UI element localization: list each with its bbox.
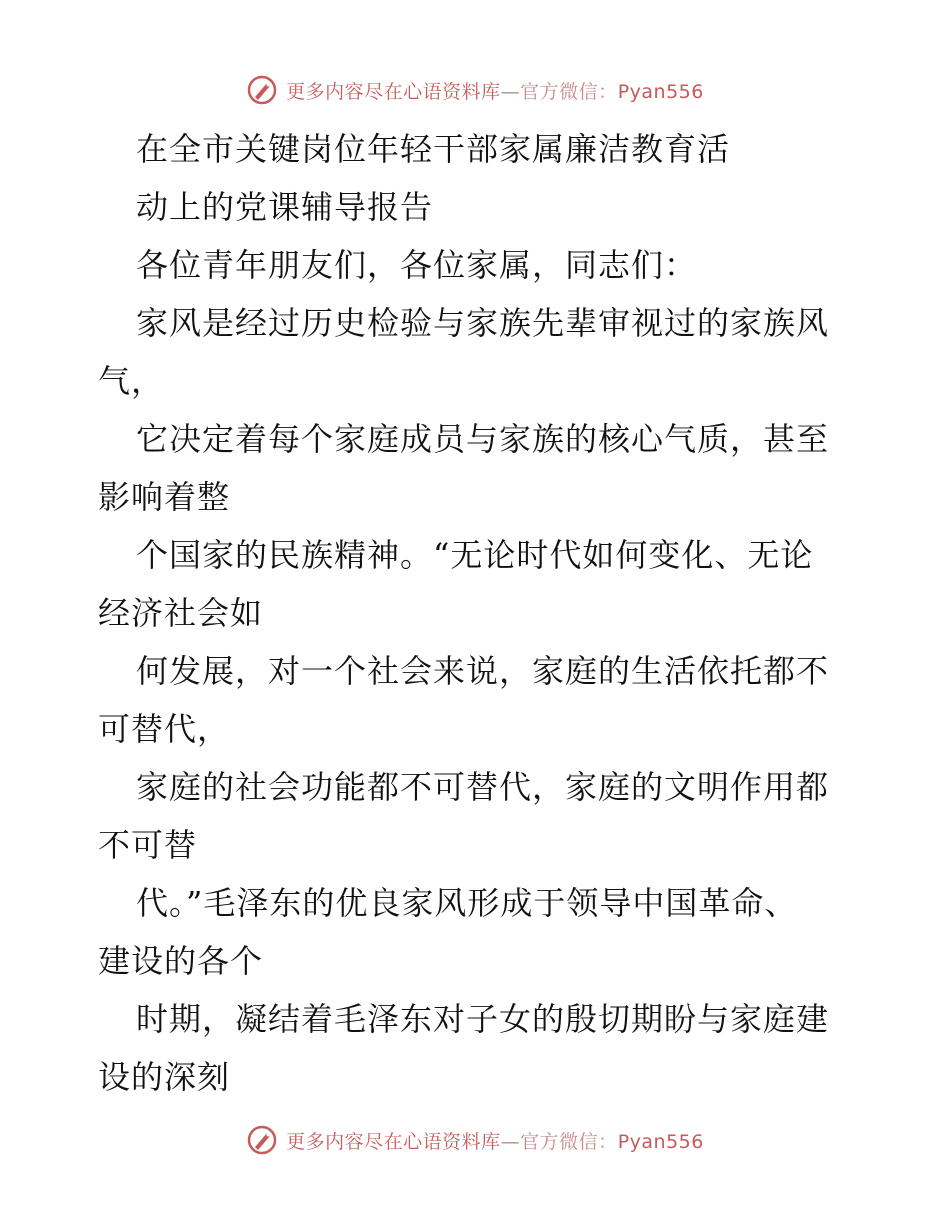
watermark-wechat-label: 官方微信： xyxy=(520,1130,618,1153)
text-line: 动上的党课辅导报告 xyxy=(136,188,434,226)
text-line: 经济社会如 xyxy=(98,594,264,632)
watermark-wechat-id: Pyan556 xyxy=(617,80,704,103)
text-line: 它决定着每个家庭成员与家族的核心气质，甚至 xyxy=(136,420,830,458)
watermark-main-text: 更多内容尽在心语资料库 xyxy=(286,80,501,103)
text-line: 不可替 xyxy=(98,826,198,864)
text-line: 在全市关键岗位年轻干部家属廉洁教育活 xyxy=(136,130,731,168)
watermark-dash: — xyxy=(500,80,521,103)
text-line: 气， xyxy=(98,362,165,400)
watermark-text xyxy=(286,1127,704,1154)
watermark-main-text: 更多内容尽在心语资料库 xyxy=(286,1130,501,1153)
pen-logo-icon xyxy=(246,1124,278,1156)
footer-watermark xyxy=(0,1120,950,1160)
text-line: 各位青年朋友们，各位家属，同志们： xyxy=(136,246,698,284)
pen-logo-icon xyxy=(246,74,278,106)
watermark-wechat-label: 官方微信： xyxy=(520,80,618,103)
text-line: 时期，凝结着毛泽东对子女的殷切期盼与家庭建 xyxy=(136,1000,830,1038)
text-line: 何发展，对一个社会来说，家庭的生活依托都不 xyxy=(136,652,830,690)
text-line: 家庭的社会功能都不可替代，家庭的文明作用都 xyxy=(136,768,830,806)
document-body xyxy=(98,120,858,1106)
watermark-text xyxy=(286,77,704,104)
text-line: 代。”毛泽东的优良家风形成于领导中国革命、 xyxy=(136,884,798,922)
text-line: 建设的各个 xyxy=(98,942,264,980)
text-line: 家风是经过历史检验与家族先辈审视过的家族风 xyxy=(136,304,830,342)
header-watermark xyxy=(0,70,950,110)
text-line: 可替代， xyxy=(98,710,231,748)
watermark-wechat-id: Pyan556 xyxy=(617,1130,704,1153)
watermark-dash: — xyxy=(500,1130,521,1153)
text-line: 设的深刻 xyxy=(98,1058,231,1096)
text-line: 个国家的民族精神。“无论时代如何变化、无论 xyxy=(136,536,814,574)
text-line: 影响着整 xyxy=(98,478,231,516)
